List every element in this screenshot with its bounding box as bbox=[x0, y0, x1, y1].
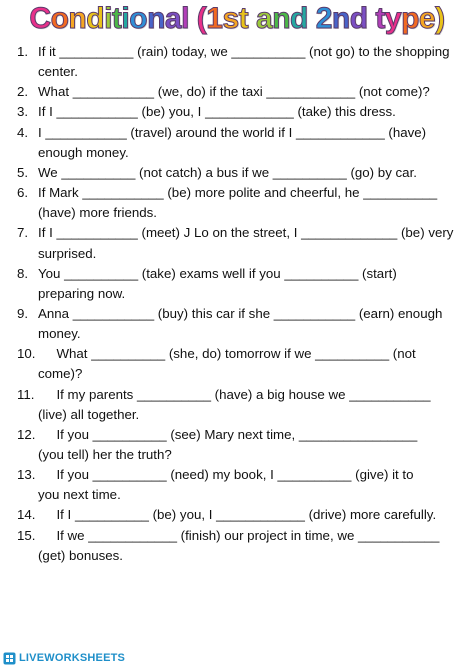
title-letter: t bbox=[238, 2, 249, 35]
item-text: center. bbox=[38, 64, 78, 80]
item-text: If Mark ___________ (be) more polite and cheerful, he __________ bbox=[38, 185, 438, 201]
item-text: What ___________ (we, do) if the taxi ____________ (not come)? bbox=[38, 84, 430, 100]
title-letter: 1 bbox=[206, 2, 223, 35]
title-letter: C bbox=[29, 2, 51, 35]
title-letter: s bbox=[222, 2, 239, 35]
item-text: come)? bbox=[38, 366, 83, 382]
title-letter: ) bbox=[435, 2, 445, 35]
title-letter: o bbox=[50, 2, 69, 35]
title-letter: t bbox=[111, 2, 122, 35]
title-letter: i bbox=[104, 2, 112, 35]
item-text: If I __________ (be) you, I ____________ (drive) more carefully. bbox=[38, 507, 437, 523]
title-letter: y bbox=[384, 2, 402, 35]
item-text: You __________ (take) exams well if you __________ (start) bbox=[38, 265, 397, 281]
item-text: (live) all together. bbox=[38, 406, 140, 422]
item-number: 10. bbox=[17, 346, 36, 362]
item-number: 4. bbox=[17, 124, 29, 140]
item-text: (get) bonuses. bbox=[38, 547, 124, 563]
worksheet-title bbox=[0, 0, 474, 42]
item-text: surprised. bbox=[38, 245, 97, 261]
item-text: you next time. bbox=[38, 487, 121, 503]
title-letter: o bbox=[129, 2, 148, 35]
title-letter bbox=[308, 0, 316, 38]
title-letter: a bbox=[164, 2, 182, 35]
footer-brand bbox=[3, 650, 125, 666]
item-text: (you tell) her the truth? bbox=[38, 447, 172, 462]
title-letter: n bbox=[272, 2, 291, 35]
item-text: (have) more friends. bbox=[38, 205, 157, 221]
title-letter: d bbox=[349, 2, 368, 35]
title-letter: l bbox=[181, 2, 189, 35]
title-letter: d bbox=[86, 2, 105, 35]
item-number: 13. bbox=[17, 467, 36, 483]
title-letter: t bbox=[375, 2, 385, 35]
item-number: 2. bbox=[17, 84, 29, 100]
item-number: 6. bbox=[17, 185, 29, 201]
item-number: 8. bbox=[17, 265, 29, 281]
item-number: 1. bbox=[17, 44, 29, 59]
item-number: 12. bbox=[17, 426, 36, 442]
item-text: What __________ (she, do) tomorrow if we __________ (not bbox=[38, 346, 416, 362]
title-letter: d bbox=[290, 2, 308, 35]
item-text: enough money. bbox=[38, 144, 129, 160]
item-text: preparing now. bbox=[38, 285, 126, 301]
item-text: If you __________ (see) Mary next time, ________________ bbox=[38, 426, 418, 442]
item-number: 15. bbox=[17, 527, 36, 543]
item-text: If you __________ (need) my book, I __________ (give) it to bbox=[38, 467, 414, 483]
item-number: 14. bbox=[17, 507, 36, 523]
item-text: If I ___________ (be) you, I ____________ (take) this dress. bbox=[38, 104, 396, 120]
title-letter: ( bbox=[196, 2, 207, 35]
item-number: 9. bbox=[17, 305, 29, 321]
liveworksheets-logo-icon bbox=[3, 652, 16, 665]
title-letter: n bbox=[331, 2, 350, 35]
item-text: money. bbox=[38, 326, 81, 342]
footer-brand-text: LIVEWORKSHEETS bbox=[19, 652, 126, 664]
item-number: 3. bbox=[17, 104, 29, 120]
title-letter: 2 bbox=[315, 2, 332, 35]
item-text: If my parents __________ (have) a big house we ___________ bbox=[38, 386, 431, 402]
title-letter bbox=[189, 0, 197, 38]
title-letter: n bbox=[147, 2, 165, 35]
title-letter: p bbox=[401, 2, 419, 35]
item-text: If we ____________ (finish) our project in time, we ___________ bbox=[38, 527, 440, 543]
item-number: 7. bbox=[17, 225, 29, 241]
item-text: If it __________ (rain) today, we __________ (not go) to the shopping bbox=[38, 44, 450, 59]
item-number: 5. bbox=[17, 164, 29, 180]
item-text: Anna ___________ (buy) this car if she ___________ (earn) enough bbox=[38, 305, 443, 321]
title-letter: a bbox=[256, 2, 273, 35]
item-number: 11. bbox=[17, 386, 35, 402]
title-letter: e bbox=[418, 2, 436, 35]
title-letter: i bbox=[121, 2, 130, 35]
item-text: We __________ (not catch) a bus if we __________ (go) by car. bbox=[38, 164, 417, 180]
title-letter: n bbox=[68, 2, 87, 35]
item-text: If I ___________ (meet) J Lo on the street, I _____________ (be) very bbox=[38, 225, 454, 241]
title-letter bbox=[248, 0, 256, 38]
item-text: I ___________ (travel) around the world if I ____________ (have) bbox=[38, 124, 427, 140]
